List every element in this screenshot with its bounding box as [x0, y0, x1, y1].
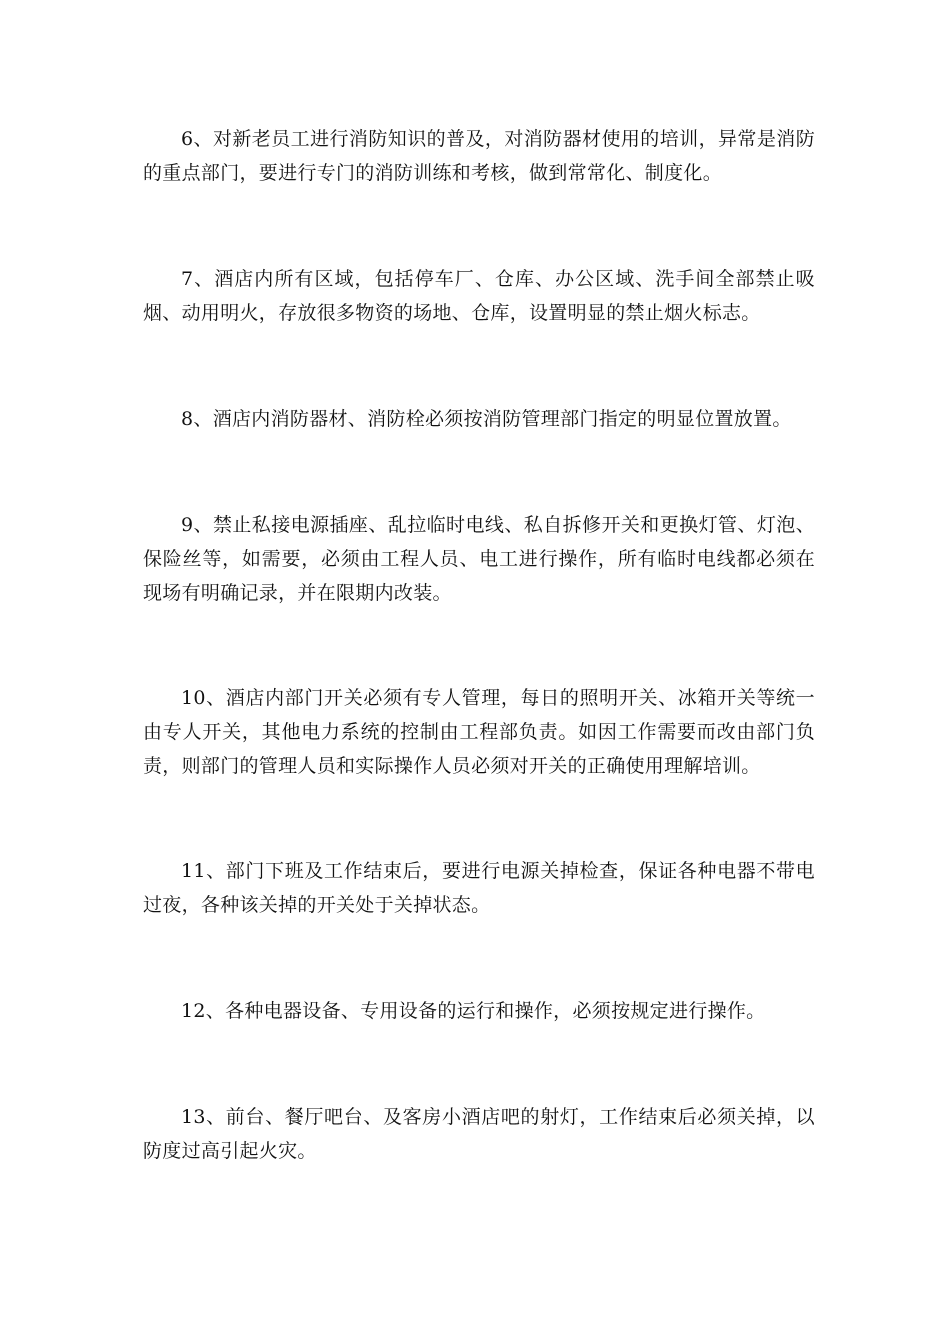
- paragraph-rule-10: 10、酒店内部门开关必须有专人管理，每日的照明开关、冰箱开关等统一由专人开关，其他电力系统的控制由工程部负责。如因工作需要而改由部门负责，则部门的管理人员和实际操作人员必须对开关的正确使用理解培训。: [143, 687, 815, 777]
- paragraph-rule-7: 7、酒店内所有区域，包括停车厂、仓库、办公区域、洗手间全部禁止吸烟、动用明火，存放很多物资的场地、仓库，设置明显的禁止烟火标志。: [143, 268, 815, 324]
- paragraph-rule-6: 6、对新老员工进行消防知识的普及，对消防器材使用的培训，异常是消防的重点部门，要进行专门的消防训练和考核，做到常常化、制度化。: [143, 128, 815, 184]
- paragraph-rule-9: 9、禁止私接电源插座、乱拉临时电线、私自拆修开关和更换灯管、灯泡、保险丝等，如需要，必须由工程人员、电工进行操作，所有临时电线都必须在现场有明确记录，并在限期内改装。: [143, 514, 815, 604]
- paragraph-rule-8: 8、酒店内消防器材、消防栓必须按消防管理部门指定的明显位置放置。: [181, 408, 792, 430]
- paragraph-rule-13: 13、前台、餐厅吧台、及客房小酒店吧的射灯，工作结束后必须关掉，以防度过高引起火灾。: [143, 1106, 815, 1162]
- paragraph-rule-11: 11、部门下班及工作结束后，要进行电源关掉检查，保证各种电器不带电过夜，各种该关掉的开关处于关掉状态。: [143, 860, 815, 916]
- paragraph-rule-12: 12、各种电器设备、专用设备的运行和操作，必须按规定进行操作。: [181, 1000, 766, 1022]
